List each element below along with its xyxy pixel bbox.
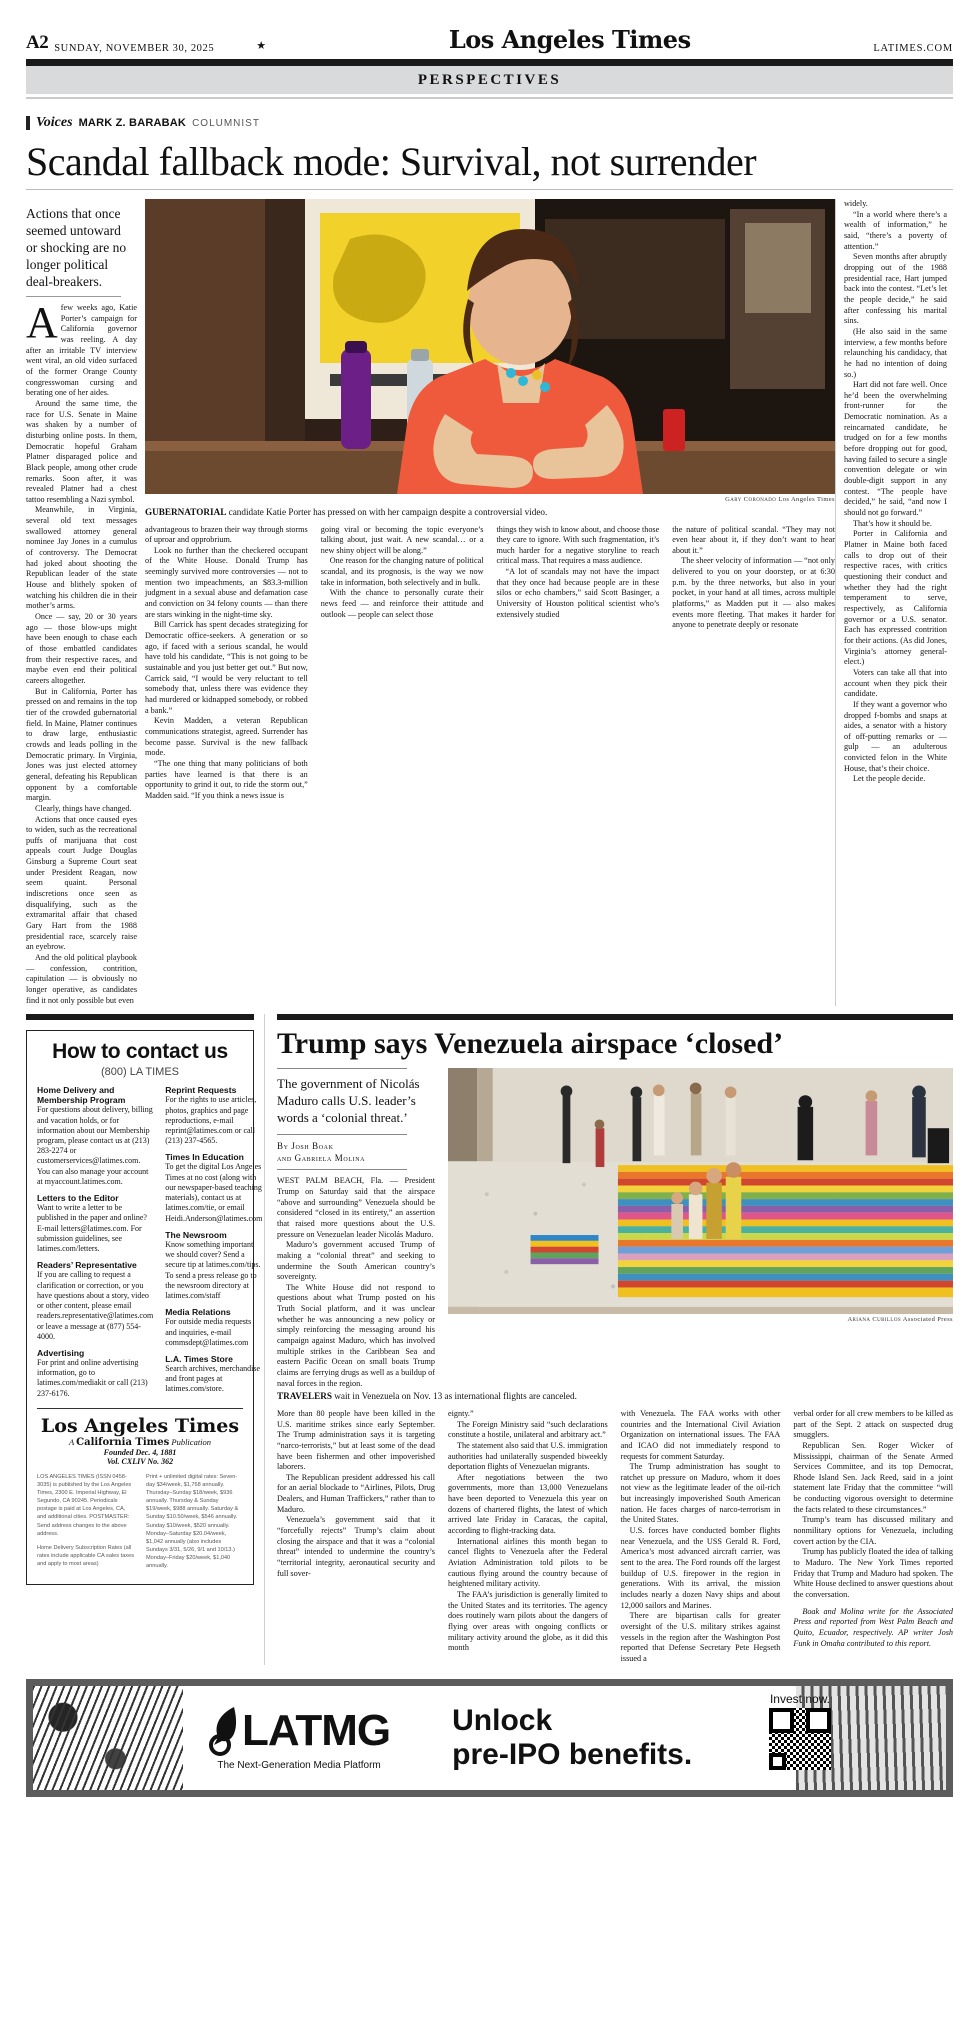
story2-col3: with Venezuela. The FAA works with other countries and the International Civil Aviation Organization on international issues. The FAA and ICAO did not immediately respond to requests for comment Saturday. The Trump administration has sought to ratchet up pressure on Maduro, whom it does not view as the legitimate leader of the oil-rich but increasingly impoverished South American nation. He faces charges of narco-terrorism in the United States. U.S. forces have conducted bomber flights near Venezuela, and the USS Gerald R. Ford, America’s most advanced aircraft carrier, was sent to the area. The Ford rounds off the largest buildup of U.S. firepower in the region in generations. With its arrival, the mission includes nearly a dozen Navy ships and about 12,000 sailors and Marines. There are bipartisan calls for greater oversight of the U.S. military strikes against vessels in the region after the Washington Post reported that Defense Secretary Pete Hegseth issued a (620, 1408, 781, 1663)
contact-heading: Readers’ Representative (37, 1260, 137, 1271)
story1-col1: Afew weeks ago, Katie Porter’s campaign for California governor was reeling. A day after an irritable TV interview went viral, an old video surfaced of the former Orange County congresswoman cursing and berating one of her aides. Around the same time, the race for U.S. Senate in Maine was shaken by a number of disturbing online posts. In them, Democratic hopeful Graham Platner disparaged police and Black people, among other crude remarks. Soon after, it was revealed Platner had a chest tattoo resembling a Nazi symbol. Meanwhile, in Virginia, several old text messages swallowed attorney general nominee Jay Jones in a cumulus of controversy. The Democrat had joked about shooting the Republican leader of the state House and blithely spoken of watching his children die in their mother’s arms. Once — say, 20 or 30 years ago — those blow-ups might have been enough to chase each of those embattled candidates from their respective races, and maybe even end their political careers altogether. But in California, Porter has pressed on and remains in the top tier of the crowded gubernatorial field. In Maine, Platner continues to draw large, enthusiastic crowds and leads polling in the Democratic primary. In Virginia, Jones was just elected attorney general, defeating his Republican opponent by a comfortable margin. Clearly, things have changed. Actions that once caused eyes to widen, such as the recreational puffs of marijuana that cost appeals court Judge Douglas Ginsburg a Supreme Court seat under President Reagan, now seem quaint. Personal indiscretions once seen as disqualifying, such as the extramarital affair that chased Gary Hart from the 1988 presidential race, scarcely raise an eyebrow. And the old political playbook — confession, contrition, capitulation — is obviously no longer operative, as candidates find it not only possible but even (26, 298, 137, 1005)
story1-col2: advantageous to brazen their way through storms of uproar and opprobrium. Look no further than the checkered occupant of the White House. Donald Trump has seemingly survived more controversies — not to mention two impeachments, an $83.3-million judgment in a sexual abuse and defamation case and conviction on 34 felony counts — than there are stars winking in the night-time sky. Bill Carrick has spent decades strategizing for Democratic office-seekers. A generation or so ago, if faced with a serious scandal, he would have told his candidate, “This is not going to be sustainable and you just better get out.” But now, Carrick said, “I would be very reluctant to tell somebody that, unless there was evidence they had murdered or kidnapped somebody, or robbed a bank.” Kevin Madden, a veteran Republican communications strategist, agreed. Surrender has become passe. Survival is the new fallback mode. “The one thing that many politicians of both parties have learned is that there is an opportunity to grind it out, to ride the storm out,” Madden said. “If you think a news issue is (145, 524, 308, 800)
contact-left-col (37, 1085, 153, 1399)
section-band (26, 66, 953, 94)
quill-icon (208, 1705, 242, 1757)
contact-text: For the rights to use articles, photos, graphics and page reproductions, e-mail reprint@latimes.com or call (213) 237-4565. (165, 1095, 257, 1146)
story2-top-rule (277, 1014, 953, 1020)
ad-brand: LATMG (242, 1705, 391, 1755)
story1-center-columns (145, 525, 835, 802)
contact-text: Search archives, merchandise and front pages at latimes.com/store. (165, 1364, 261, 1394)
page-folio: A2 (26, 32, 49, 53)
masthead-website: LATIMES.COM (873, 43, 953, 54)
contact-text: For questions about delivery, billing and vacation holds, or for information about our Membership program, please contact us at (213) 283-2274 or customerservices@latimes.com. You can also manage your account at myaccount.latimes.com. (37, 1105, 153, 1186)
ad-inner[interactable] (33, 1686, 946, 1790)
story1-center (145, 199, 835, 1006)
story2-photo (448, 1068, 953, 1314)
lower-grid (26, 1014, 953, 1664)
story1-photo-credit: Gary Coronado Los Angeles Times (725, 496, 835, 503)
masthead (26, 0, 953, 54)
contact-heading: Advertising (37, 1348, 85, 1358)
story2-deck: The government of Nicolás Maduro calls U.S. leader’s words a ‘colonial threat.’ (277, 1076, 420, 1126)
contact-text: To get the digital Los Angeles Times at no cost (along with our newspaper-based teaching materials), contact us at latimes.com/tie, or email Heidi.Anderson@latimes.com (165, 1162, 263, 1223)
contact-volume: Vol. CXLIV No. 362 (106, 1456, 174, 1466)
contact-logo: Los Angeles Times (40, 1414, 240, 1437)
story1-left-column (26, 199, 145, 1006)
masthead-title: Los Angeles Times (448, 25, 691, 54)
story1-col4: things they wish to know about, and choose those they care to ignore. With such fragmentation, it’s much harder for a negative storyline to reach critical mass. That requires a mass audience. “A lot of scandals may not have the impact that they once had because people are in these silos or echo chambers,” said Scott Basinger, a University of Houston political scientist who’s extensively studied (496, 524, 660, 619)
contact-text: Want to write a letter to be published in the paper and online? E-mail letters@latimes.com. For submission guidelines, see latimes.com/letters. (37, 1203, 147, 1254)
contact-heading: Media Relations (165, 1307, 231, 1318)
story2-top-grid (277, 1068, 953, 1389)
ad-left-texture (33, 1686, 183, 1790)
story1-col5: the nature of political scandal. “They may not even hear about it, if they don’t want to hear about it.” The sheer velocity of information — “not only delivered to you on your doorstep, or at 6:30 p.m. by the three networks, but also in your pocket, in your hand at all times, across multiple platforms,” as Madden put it — also makes events more fleeting. That makes it harder for anyone to penetrate deeply or resonate (672, 524, 835, 630)
story1-photo (145, 199, 835, 494)
kicker-bar-icon (26, 116, 30, 130)
section-title: PERSPECTIVES (417, 71, 562, 88)
story2-photo-credit: Ariana Cubillos Associated Press (847, 1316, 953, 1324)
contact-heading: Home Delivery and Membership Program (37, 1085, 126, 1106)
kicker-label: Voices (36, 115, 73, 130)
contact-heading: Letters to the Editor (37, 1193, 119, 1204)
ad-headline: Unlock pre-IPO benefits. (452, 1704, 693, 1771)
story1-caption: GUBERNATORIAL candidate Katie Porter has pressed on with her campaign despite a controversial video. (145, 507, 548, 517)
story2-caption: TRAVELERS wait in Venezuela on Nov. 13 as international flights are canceled. (277, 1391, 577, 1402)
contact-column (26, 1014, 264, 1664)
photo-illustration-porter (145, 199, 835, 494)
legal-left: LOS ANGELES TIMES (ISSN 0458-3035) is published by the Los Angeles Times, 2300 E. Imperial Highway, El Segundo, CA 90245. Periodicals postage is paid at Los Angeles, CA, and additional cities. POSTMASTER: Send address changes to the above address. Home Delivery Subscription Rates (all rates include applicable CA sales taxes and apply to most areas) (37, 1473, 135, 1568)
contact-box (26, 1030, 263, 1585)
star-icon: ★ (256, 40, 267, 52)
story2-deck-block (277, 1068, 435, 1389)
ad-cta: Invest now. (769, 1691, 831, 1706)
story1-headline: Scandal fallback mode: Survival, not surrender (26, 139, 757, 184)
ad-tagline: The Next-Generation Media Platform (217, 1759, 381, 1771)
contact-text: For outside media requests and inquiries, e-mail commsdept@latimes.com (165, 1317, 252, 1347)
contact-title: How to contact us (52, 1040, 228, 1064)
contact-publisher: A California Times Publication (68, 1436, 212, 1448)
legal-right: Print + unlimited digital rates: Seven-day $34/week, $1,768 annually. Thursday–Sunday $18/week, $936 annually. Thursday & Sunday $19/week, $988 annually. Saturday & Sunday $10.50/week, $546 annually. Sunday $10/week, $520 annually. Monday–Saturday $20.04/week, $1,042 annually (also includes Sundays 3/31, 5/26, 9/1 and 10/13.) Monday–Friday $20/week, $1,040 annually. (146, 1473, 239, 1570)
contact-legal (37, 1473, 243, 1576)
contact-text: Know something important we should cover? Send a secure tip at latimes.com/tips. To send a press release go to the newsroom directory at latimes.com/staff (165, 1239, 261, 1301)
contact-heading: Times In Education (165, 1152, 244, 1163)
contact-heading: The Newsroom (165, 1229, 227, 1240)
story1-deck: Actions that once seemed untoward or shocking are no longer political deal-breakers. (26, 206, 127, 289)
column-kicker (26, 115, 953, 131)
contact-right-col (165, 1085, 262, 1399)
ad-logo-row (208, 1705, 390, 1757)
story2-photo-block (448, 1068, 953, 1389)
story1-grid (26, 199, 953, 1006)
story1-right-rail: widely. “In a world where there’s a wealth of information,” he said, “there’s a poverty of attention.” Seven months after abruptly dropping out of the 1988 presidential race, Hart jumped back into the contest. “Let’s let the people decide,” he said after confessing his marital sins. (He also said in the same interview, a few months before relaunching his candidacy, that he had no intention of doing so.) Hart did not fare well. Once he’d been the overwhelming front-runner for the Democratic nomination. As a reincarnated candidate, he trudged on for a few months before dropping out for good, having failed to secure a single convention delegate or win double-digit support in any contest. “The people have decided,” he said, “and now I should not go forward.” That’s how it should be. Porter in California and Platner in Maine both faced calls to drop out of their respective races, with critics questioning their conduct and whether they had the right temperament to serve, respectively, as California governor or a U.S. senator. Each has expressed contrition for their actions. (As did Jones, Virginia’s attorney general-elect.) Voters can take all that into account when they pick their candidate. If they want a governor who dropped f-bombs and snaps at aides, a senator with a history of off-putting remarks or — gulp — an adulterous convicted felon in the White House, that’s their choice. Let the people decide. (835, 199, 947, 1006)
contact-heading: Reprint Requests (165, 1085, 237, 1096)
photo-illustration-travelers (448, 1068, 953, 1307)
story2-col4: verbal order for all crew members to be killed as part of the Sept. 2 attack on suspected drug smugglers. Republican Sen. Roger Wicker of Mississippi, chairman of the Senate Armed Services Committee, and its top Democrat, Rhode Island Sen. Jack Reed, said in a joint statement late Friday that the committee “will be conducting vigorous oversight to determine the facts related to these circumstances.” Trump’s team has discussed military and nonmilitary options for Venezuela, including covert action by the CIA. Trump has publicly floated the idea of talking to Maduro. The New York Times reported Friday that Trump and Maduro had spoken. The White House declined to answer questions about the conversation. Boak and Molina write for the Associated Press and reported from West Palm Beach and Quito, Ecuador, respectively. AP writer Josh Funk in Omaha contributed to this report. (793, 1408, 953, 1648)
advertisement[interactable] (26, 1679, 953, 1797)
contact-text: For print and online advertising information, go to latimes.com/mediakit or call (213) 237-6176. (37, 1358, 148, 1398)
story2 (264, 1014, 953, 1664)
contact-divider (37, 1408, 243, 1409)
story1-col3: going viral or becoming the topic everyone’s talking about, just wait. A new scandal… or a new shiny object will be along.” One reason for the changing nature of political scandal, and its prognosis, is the way we now take in information, both selectively and in bulk. With the chance to personally curate their news feed — and reinforce their attitude and outlook — people can select those (320, 524, 484, 619)
columnist-role: COLUMNIST (192, 117, 260, 129)
story2-col2: eignty.” The Foreign Ministry said “such declarations constitute a hostile, unilateral and arbitrary act.” The statement also said that U.S. immigration authorities had unilaterally suspended biweekly deportation flights of Venezuelan migrants. After negotiations between the two governments, more than 13,000 Venezuelans have been deported to Venezuela this year on dozens of chartered flights, the latest of which arrived late Friday in Caracas, the capital, according to flight-tracking data. International airlines this month began to cancel flights to Venezuela after the Federal Aviation Administration told pilots to be cautious flying around the country because of heightened military activity. The FAA’s jurisdiction is generally limited to the United States and its territories. The agency does routinely warn pilots about the dangers of flying over areas with ongoing conflicts or military activity around the globe, as it did this month (448, 1408, 608, 1653)
story2-headline: Trump says Venezuela airspace ‘closed’ (277, 1027, 784, 1061)
columnist-name: MARK Z. BARABAK (78, 117, 187, 129)
masthead-rule (26, 59, 953, 66)
ad-logo-block (208, 1705, 390, 1771)
contact-phone[interactable]: (800) LA TIMES (100, 1066, 180, 1079)
story2-byline: By Josh Boak and Gabriela Molina (277, 1140, 366, 1164)
contact-top-rule (26, 1014, 254, 1020)
story2-columns (277, 1409, 953, 1665)
ad-qr-block[interactable] (769, 1692, 831, 1770)
story2-col1-top: WEST PALM BEACH, Fla. — President Trump on Saturday said that the airspace “above and surrounding” Venezuela should be considered “closed in its entirety,” an assertion that raised more questions about the U.S. pressure on Venezuelan leader Nicolás Maduro. Maduro’s government accused Trump of making a “colonial threat” and seeking to undermine the South American country’s sovereignty. The White House did not respond to questions about what Trump posted on his Truth Social platform, and it was unclear whether he was announcing a new policy or simply reinforcing the messaging around his campaign against Maduro, which has involved multiple strikes in the Caribbean Sea and eastern Pacific Ocean on small boats Trump claims are ferrying drugs as well as a buildup of naval forces in the region. (277, 1176, 435, 1388)
contact-text: If you are calling to request a clarification or correction, or you have questions about a story, video or other content, please email readers.representative@latimes.com or leave a message at (877) 554-4000. (37, 1270, 154, 1341)
section-rule (26, 97, 953, 99)
publication-date: SUNDAY, NOVEMBER 30, 2025 (54, 43, 215, 54)
headline-rule (26, 189, 953, 190)
contact-grid (37, 1085, 263, 1399)
contact-founded: Founded Dec. 4, 1881 (103, 1447, 177, 1457)
story2-col1-rest: More than 80 people have been killed in the U.S. maritime strikes since early September. The Trump administration says it is targeting “narco-terrorists,” but at least some of the dead have been fishermen and other impoverished laborers. The Republican president addressed his call for an aerial blockade to “Airlines, Pilots, Drug Dealers, and Human Traffickers,” rather than to Maduro. Venezuela’s government said that it “forcefully rejects” Trump’s claim about closing the airspace and that it was a “colonial threat” intended to undermine the country’s “territorial integrity, aeronautical security and full sover- (277, 1408, 435, 1578)
story2-tagline: Boak and Molina write for the Associated Press and reported from West Palm Beach and Quito, Ecuador, respectively. AP writer Josh Funk in Omaha contributed to this report. (793, 1606, 953, 1648)
qr-code-icon[interactable] (769, 1708, 831, 1770)
contact-heading: L.A. Times Store (165, 1354, 233, 1364)
